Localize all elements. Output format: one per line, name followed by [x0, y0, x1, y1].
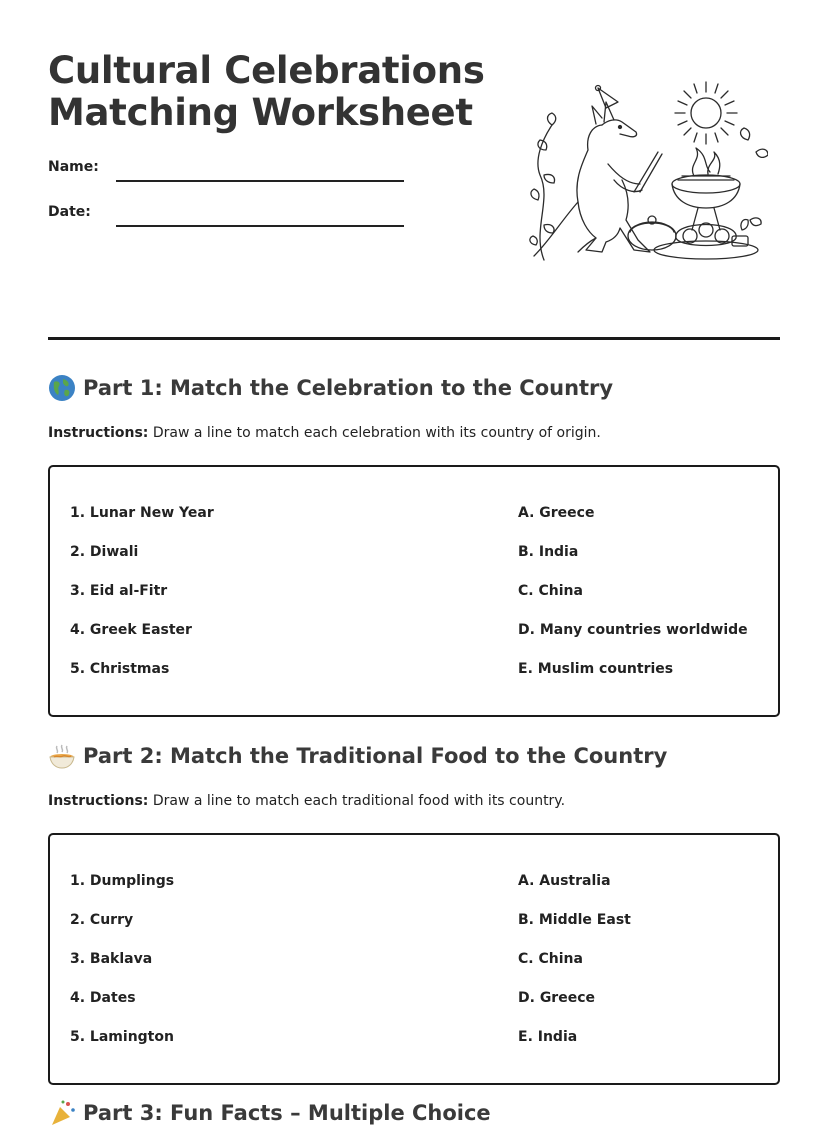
section-divider [48, 337, 780, 340]
food-bowl-icon [48, 742, 76, 770]
part1-instructions-label: Instructions: [48, 425, 149, 441]
celebration-item[interactable]: 1. Lunar New Year [70, 505, 214, 521]
part1-instructions-text: Draw a line to match each celebration with its country of origin. [148, 425, 601, 441]
kangaroo-celebration-illustration [522, 80, 768, 266]
part2-heading [48, 742, 667, 770]
part1-heading-text: Part 1: Match the Celebration to the Country [83, 376, 614, 400]
food-item[interactable]: 5. Lamington [70, 1029, 174, 1045]
celebration-item[interactable]: 3. Eid al-Fitr [70, 583, 168, 599]
food-item[interactable]: 2. Curry [70, 912, 134, 928]
title-line-2: Matching Worksheet [48, 91, 473, 134]
worksheet-title [48, 50, 485, 134]
date-label: Date: [48, 204, 91, 220]
country-item[interactable]: C. China [518, 951, 583, 967]
celebration-item[interactable]: 2. Diwali [70, 544, 139, 560]
name-label: Name: [48, 159, 99, 175]
celebration-item[interactable]: 5. Christmas [70, 661, 170, 677]
part2-instructions-label: Instructions: [48, 793, 149, 809]
globe-icon [48, 374, 76, 402]
part2-matching-box [48, 833, 780, 1085]
country-item[interactable]: A. Australia [518, 873, 611, 889]
country-item[interactable]: B. Middle East [518, 912, 631, 928]
kangaroo-icon [534, 86, 662, 257]
name-line[interactable] [116, 180, 404, 182]
date-line[interactable] [116, 225, 404, 227]
cake-icon [628, 216, 758, 259]
country-item[interactable]: B. India [518, 544, 579, 560]
country-item[interactable]: C. China [518, 583, 583, 599]
vine-icon [530, 113, 556, 260]
celebration-item[interactable]: 4. Greek Easter [70, 622, 192, 638]
part3-heading-text: Part 3: Fun Facts – Multiple Choice [83, 1101, 491, 1125]
country-item[interactable]: A. Greece [518, 505, 595, 521]
country-item[interactable]: D. Many countries worldwide [518, 622, 748, 638]
grill-icon [672, 148, 740, 230]
food-item[interactable]: 4. Dates [70, 990, 136, 1006]
party-icon [48, 1099, 76, 1127]
food-item[interactable]: 3. Baklava [70, 951, 153, 967]
part2-instructions [48, 793, 565, 809]
sun-icon [675, 82, 737, 144]
leaves-icon [741, 128, 768, 230]
part3-heading [48, 1099, 491, 1127]
part2-heading-text: Part 2: Match the Traditional Food to the Country [83, 744, 668, 768]
food-item[interactable]: 1. Dumplings [70, 873, 175, 889]
country-item[interactable]: E. India [518, 1029, 578, 1045]
part1-matching-box [48, 465, 780, 717]
country-item[interactable]: D. Greece [518, 990, 595, 1006]
title-line-1: Cultural Celebrations [48, 49, 485, 92]
part1-instructions [48, 425, 601, 441]
part2-instructions-text: Draw a line to match each traditional food with its country. [148, 793, 566, 809]
part1-heading [48, 374, 613, 402]
country-item[interactable]: E. Muslim countries [518, 661, 674, 677]
